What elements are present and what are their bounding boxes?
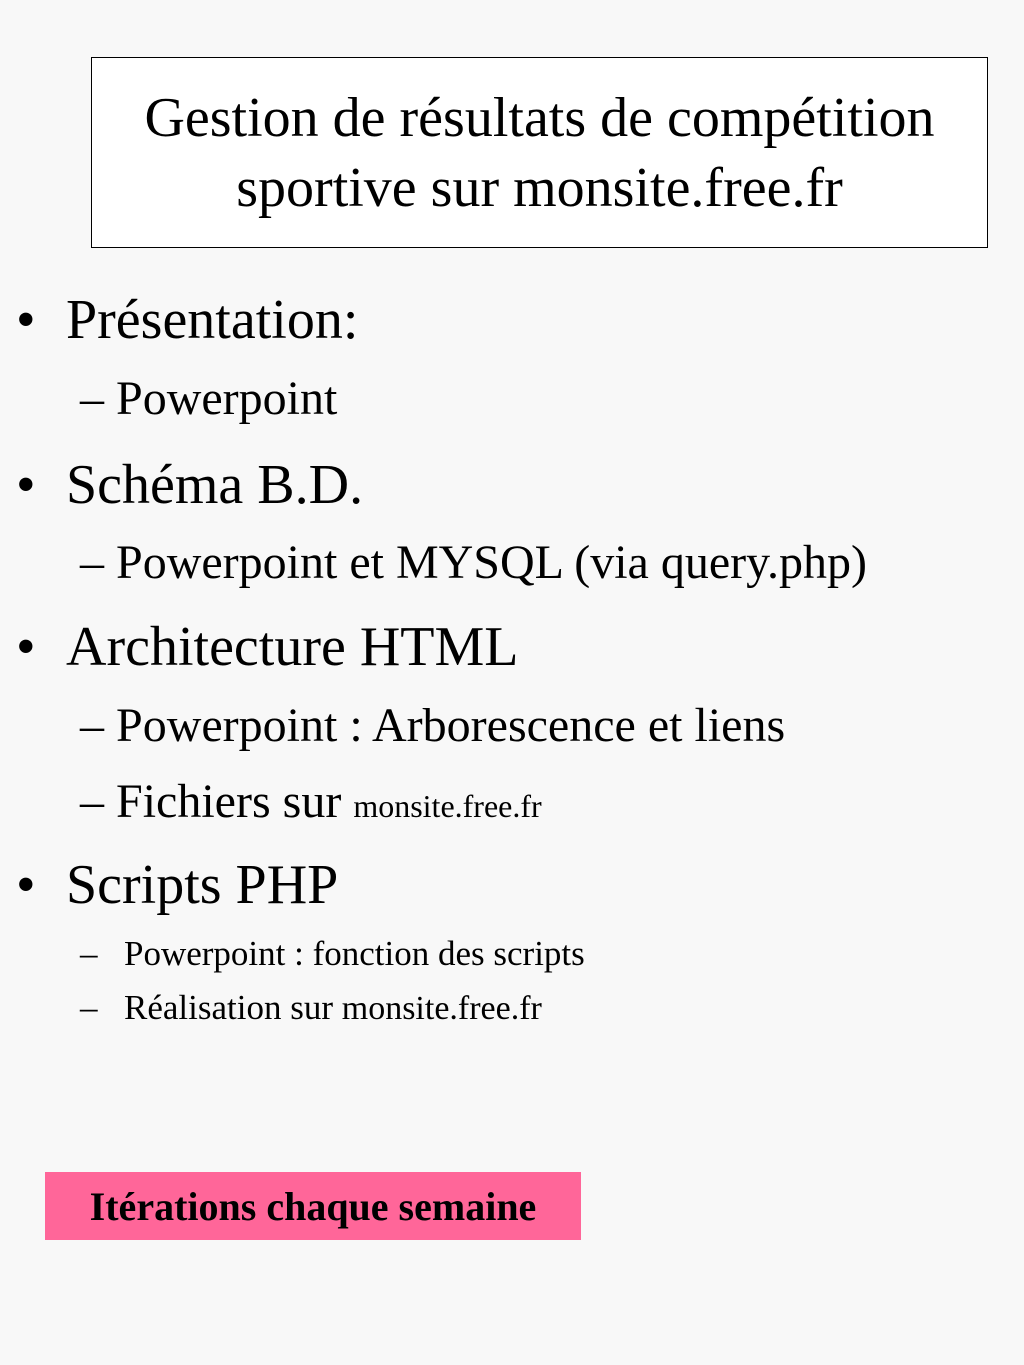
bullet-icon: •: [16, 854, 36, 916]
sub-item-text: Powerpoint et MYSQL (via query.php): [116, 536, 867, 589]
bullet-icon: •: [16, 289, 36, 351]
bullet-icon: •: [16, 454, 36, 516]
bullet-icon: •: [16, 616, 36, 678]
sub-item-text: Fichiers sur: [116, 775, 354, 828]
sub-item-text: Powerpoint : Arborescence et liens: [116, 699, 786, 752]
dash-icon: –: [80, 699, 104, 752]
site-link-text[interactable]: monsite.free.fr: [341, 990, 542, 1027]
sub-item-scripts-realisation: [80, 988, 542, 1029]
sub-item-architecture-arborescence: [80, 699, 785, 753]
dash-icon: –: [80, 372, 104, 425]
dash-icon: –: [80, 934, 98, 973]
slide-title-line-1: Gestion de résultats de compétition: [144, 86, 935, 149]
dash-icon: –: [80, 988, 98, 1027]
sub-item-scripts-fonction: [80, 934, 585, 974]
sub-item-text: Réalisation sur: [124, 988, 342, 1027]
bullet-label: Architecture HTML: [66, 616, 519, 678]
dash-icon: –: [80, 536, 104, 589]
sub-item-text: Powerpoint : fonction des scripts: [124, 934, 585, 973]
bullet-label: Scripts PHP: [66, 854, 339, 916]
sub-item-text: Powerpoint: [116, 372, 338, 425]
slide-title-line-2: sportive sur monsite.free.fr: [236, 156, 843, 219]
sub-item-presentation-powerpoint: [80, 372, 337, 426]
bullet-label: Présentation:: [66, 289, 359, 351]
sub-item-architecture-fichiers: [80, 775, 542, 833]
sub-item-schema-powerpoint-mysql: [80, 536, 867, 590]
slide-title-box: [91, 57, 988, 248]
dash-icon: –: [80, 775, 104, 828]
site-link-text[interactable]: monsite.free.fr: [353, 788, 542, 824]
bullet-label: Schéma B.D.: [66, 454, 364, 516]
iterations-note: Itérations chaque semaine: [45, 1172, 581, 1240]
